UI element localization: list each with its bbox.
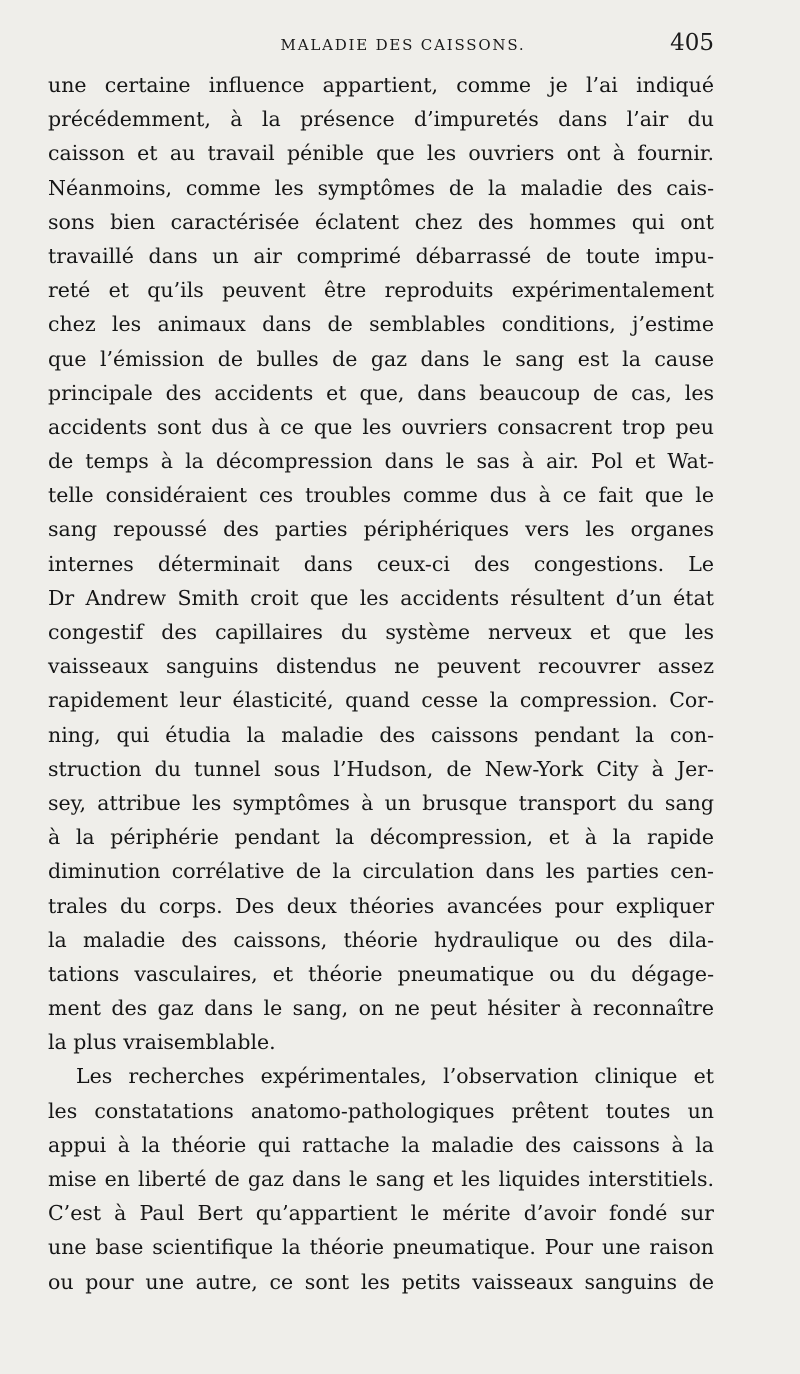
text-line: C’est à Paul Bert qu’appartient le mérite d’avoir fondé sur	[48, 1201, 714, 1226]
text-line: reté et qu’ils peuvent être reproduits expérimentalement	[48, 278, 714, 303]
text-line: telle considéraient ces troubles comme dus à ce fait que le	[48, 483, 714, 508]
text-line: sang repoussé des parties périphériques vers les organes	[48, 517, 714, 542]
paragraph-start-line: Les recherches expérimentales, l’observation clinique et	[76, 1064, 714, 1089]
running-title: MALADIE DES CAISSONS.	[280, 36, 526, 54]
text-line: trales du corps. Des deux théories avancées pour expliquer	[48, 893, 714, 918]
text-line: une certaine influence appartient, comme je l’ai indiqué	[48, 73, 714, 97]
text-line: chez les animaux dans de semblables conditions, j’estime	[48, 312, 714, 337]
text-line: sey, attribue les symptômes à un brusque transport du sang	[48, 790, 714, 815]
text-line: à la périphérie pendant la décompression, et à la rapide	[48, 825, 714, 850]
running-head	[48, 30, 714, 62]
text-line: ou pour une autre, ce sont les petits vaisseaux sanguins de	[48, 1269, 714, 1294]
text-line: accidents sont dus à ce que les ouvriers consacrent trop peu	[48, 414, 714, 439]
text-line: ning, qui étudia la maladie des caissons pendant la con-	[48, 722, 714, 747]
text-line: mise en liberté de gaz dans le sang et les liquides interstitiels.	[48, 1167, 714, 1191]
text-line: principale des accidents et que, dans beaucoup de cas, les	[48, 380, 714, 405]
text-line: la maladie des caissons, théorie hydraulique ou des dila-	[48, 927, 714, 952]
text-line: congestif des capillaires du système nerveux et que les	[48, 620, 714, 644]
text-line: que l’émission de bulles de gaz dans le sang est la cause	[48, 346, 714, 371]
text-line: Néanmoins, comme les symptômes de la maladie des cais-	[48, 175, 714, 200]
text-line: internes déterminait dans ceux-ci des congestions. Le	[48, 551, 714, 576]
text-line: une base scientifique la théorie pneumatique. Pour une raison	[48, 1235, 714, 1260]
text-line: caisson et au travail pénible que les ouvriers ont à fournir.	[48, 141, 714, 166]
text-line: tations vasculaires, et théorie pneumatique ou du dégage-	[48, 961, 714, 986]
text-line: de temps à la décompression dans le sas à air. Pol et Wat-	[48, 449, 714, 474]
text-line: rapidement leur élasticité, quand cesse la compression. Cor-	[48, 688, 714, 713]
page-number: 405	[670, 30, 714, 56]
text-line: Dr Andrew Smith croit que les accidents résultent d’un état	[48, 585, 714, 610]
text-line: précédemment, à la présence d’impuretés dans l’air du	[48, 107, 714, 132]
body-text	[48, 68, 714, 1299]
paragraph-end-line: la plus vraisemblable.	[48, 1030, 276, 1055]
text-line: sons bien caractérisée éclatent chez des hommes qui ont	[48, 209, 714, 234]
text-line: appui à la théorie qui rattache la maladie des caissons à la	[48, 1132, 714, 1157]
text-line: vaisseaux sanguins distendus ne peuvent recouvrer assez	[48, 654, 714, 679]
text-line: struction du tunnel sous l’Hudson, de New-York City à Jer-	[48, 756, 714, 781]
text-line: les constatations anatomo-pathologiques prêtent toutes un	[48, 1098, 714, 1123]
text-line: ment des gaz dans le sang, on ne peut hésiter à reconnaître	[48, 996, 714, 1021]
text-line: travaillé dans un air comprimé débarrassé de toute impu-	[48, 243, 714, 268]
text-line: diminution corrélative de la circulation dans les parties cen-	[48, 859, 714, 884]
